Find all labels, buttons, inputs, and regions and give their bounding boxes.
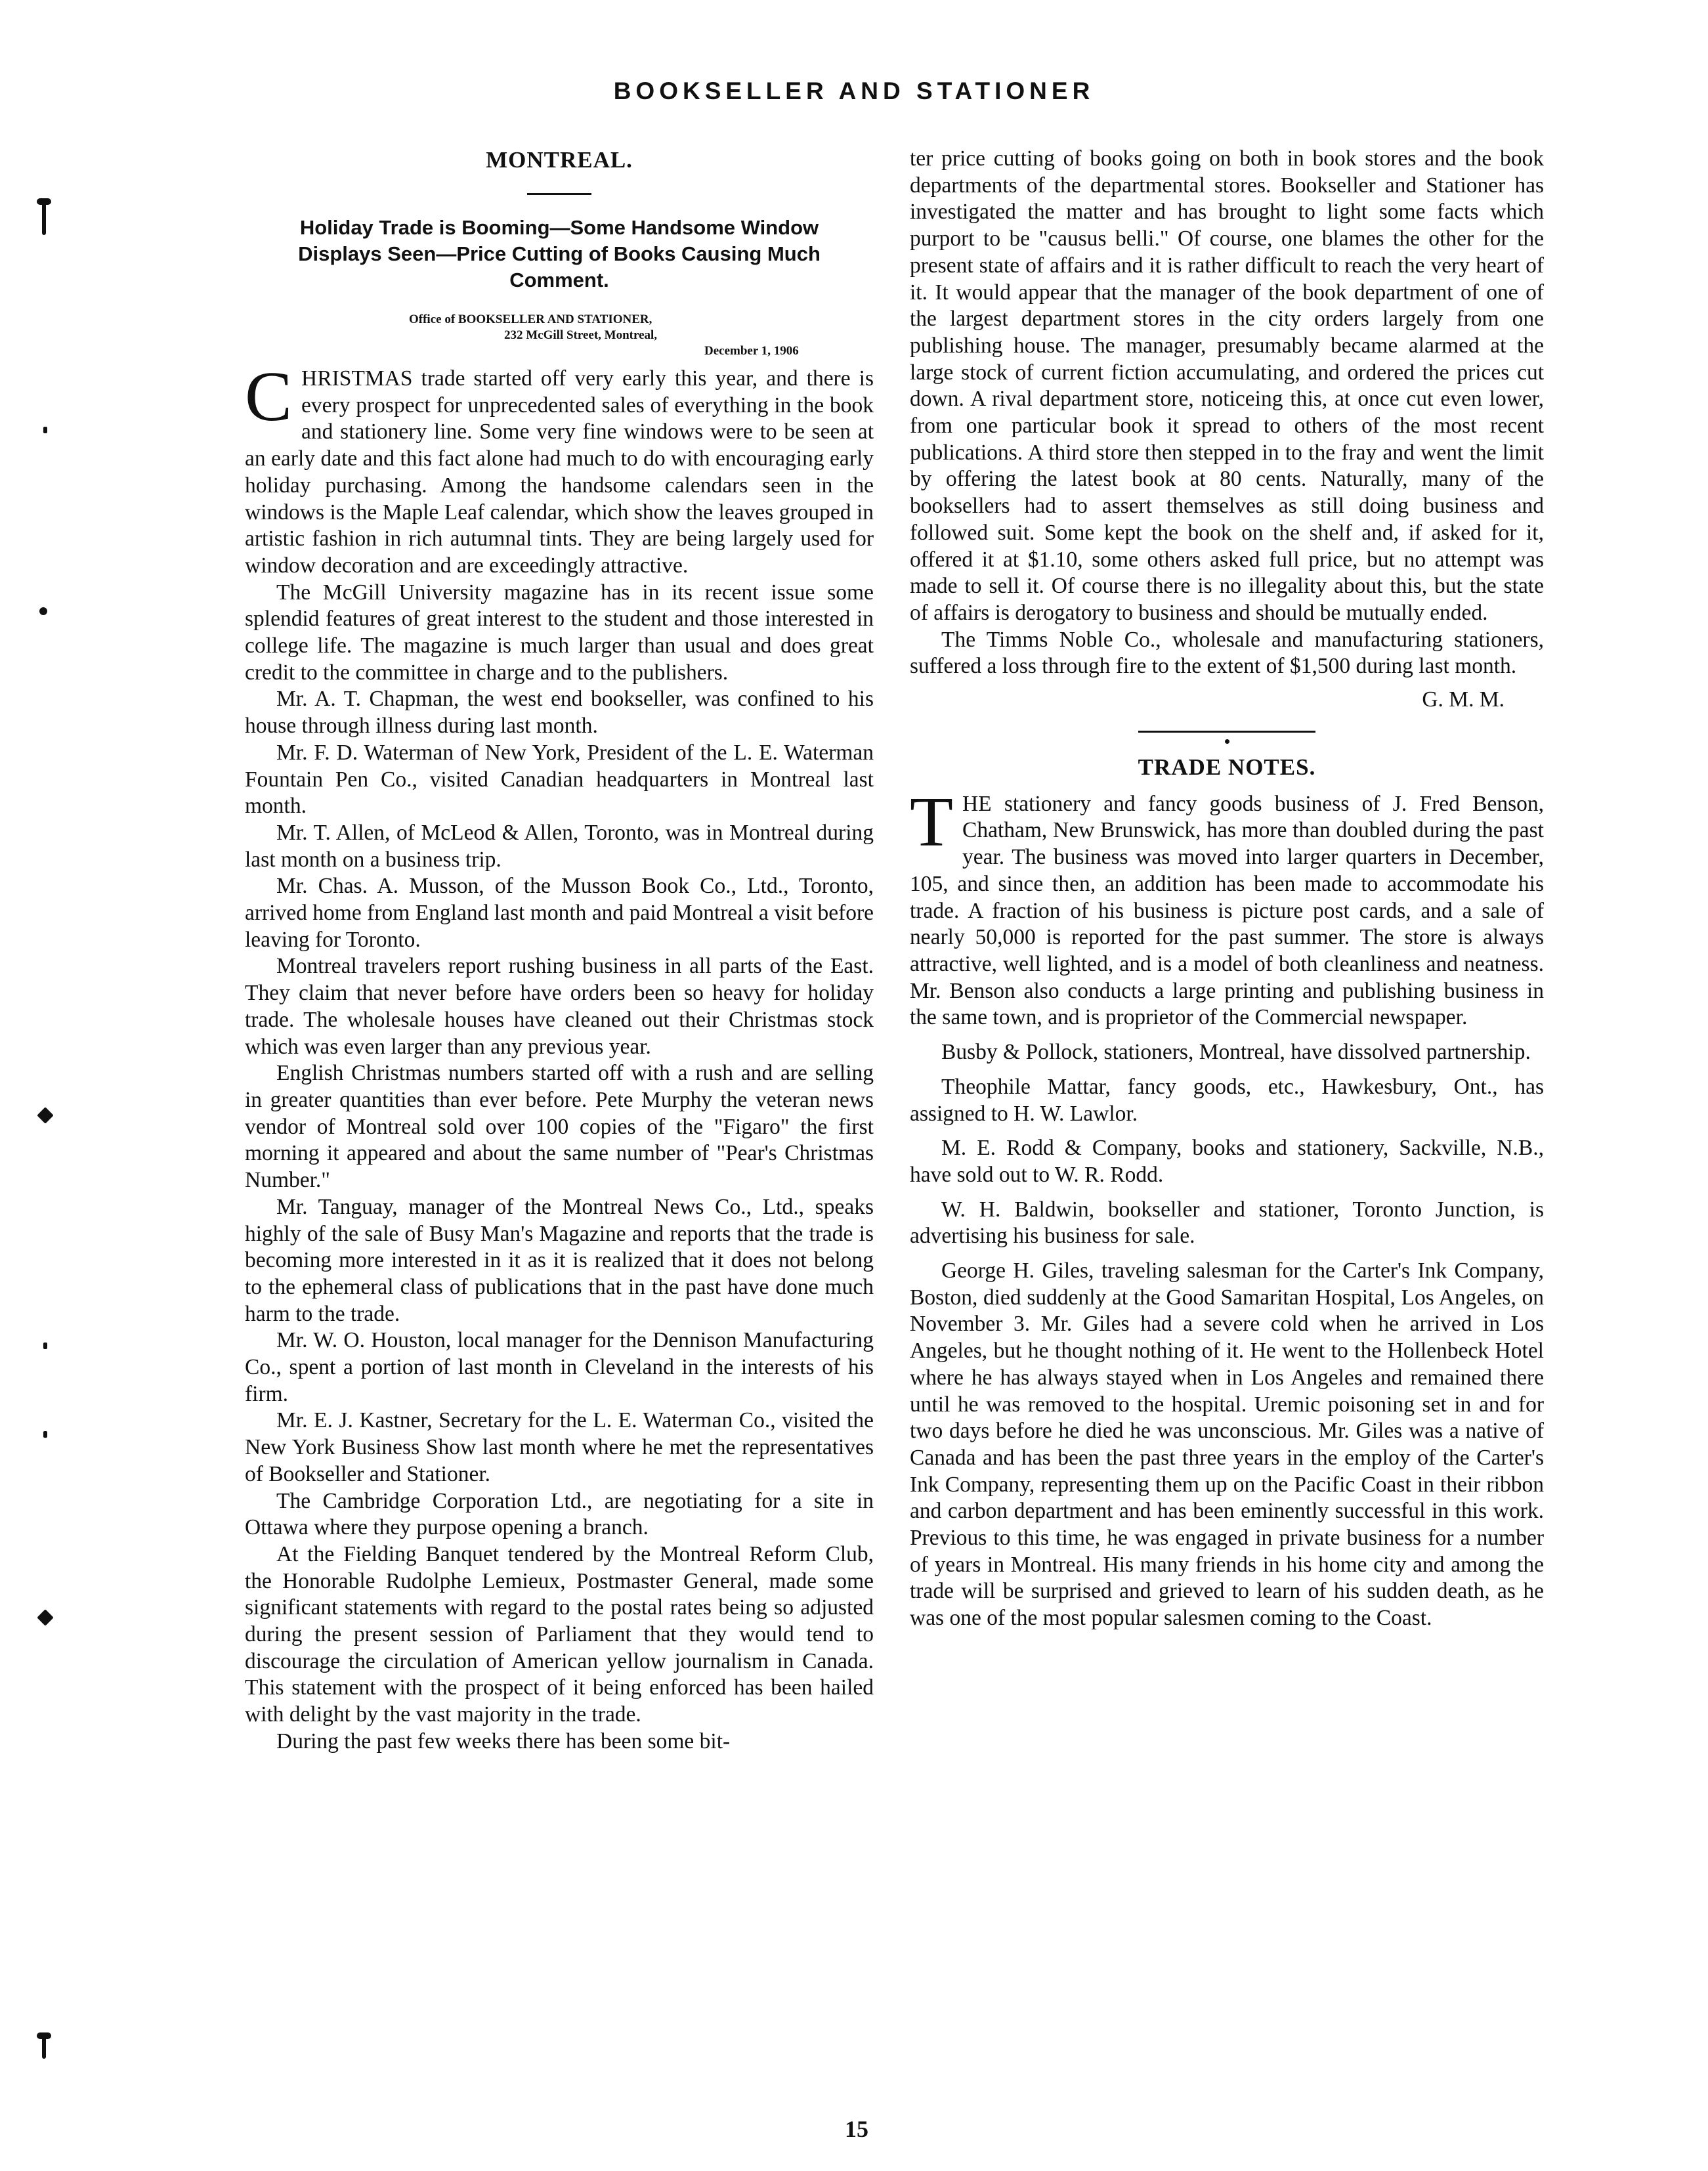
page-number: 15: [845, 2116, 868, 2142]
trade-note-paragraph: Theophile Mattar, fancy goods, etc., Hawkesbury, Ont., has assigned to H. W. Lawlor.: [910, 1074, 1544, 1126]
binding-dot-icon: [43, 1431, 47, 1438]
dateline-office: Office of BOOKSELLER AND STATIONER,: [409, 312, 652, 326]
dateline-date: December 1, 1906: [704, 344, 799, 358]
divider-dot-icon: [1225, 739, 1229, 744]
montreal-paragraph: Mr. T. Allen, of McLeod & Allen, Toronto, was in Montreal during last month on a business trip.: [245, 820, 874, 872]
montreal-paragraph: Mr. W. O. Houston, local manager for the Dennison Manufacturing Co., spent a portion of last month in Cleveland in the interests of his firm.: [245, 1328, 874, 1406]
dateline-address: 232 McGill Street, Montreal,: [504, 328, 658, 342]
montreal-paragraph: English Christmas numbers started off with a rush and are selling in greater quantities than ever before. Pete Murphy the veteran news vendor of Montreal sold over 100 copies of the "Figaro" the first morning it appeared and about the same number of "Pear's Christmas Number.": [245, 1061, 874, 1193]
montreal-paragraph: Mr. E. J. Kastner, Secretary for the L. E. Waterman Co., visited the New York Business Show last month where he met the representatives of Bookseller and Stationer.: [245, 1408, 874, 1486]
trade-notes-title: TRADE NOTES.: [1138, 754, 1316, 780]
running-head: BOOKSELLER AND STATIONER: [613, 77, 1095, 104]
montreal-paragraph: At the Fielding Banquet tendered by the Montreal Reform Club, the Honorable Rudolphe Lemieux, Postmaster General, made some significant statements with regard to the postal rates being so adjusted during the present session of Parliament that they would tend to discourage the circulation of American yellow journalism in Canada. This statement with the prospect of it being enforced has been hailed with delight by the vast majority in the trade.: [245, 1541, 874, 1727]
left-column: [245, 146, 874, 1755]
binding-hole-icon: [39, 607, 47, 615]
montreal-subhead: Holiday Trade is Booming—Some Handsome Window Displays Seen—Price Cutting of Books Causing Much Comment.: [298, 216, 821, 291]
drop-cap: C: [245, 358, 293, 436]
binding-diamond-icon: [37, 1609, 53, 1625]
author-signature: G. M. M.: [1422, 687, 1505, 712]
montreal-paragraph: Mr. A. T. Chapman, the west end bookseller, was confined to his house through illness during last month.: [245, 687, 874, 739]
trade-note-paragraph: W. H. Baldwin, bookseller and stationer, Toronto Junction, is advertising his business for sale.: [910, 1197, 1544, 1249]
montreal-paragraph: Mr. Tanguay, manager of the Montreal News Co., Ltd., speaks highly of the sale of Busy Man's Magazine and reports that the trade is becoming more interested in it as it is realized that it does not belong to the ephemeral class of publications that in the past have done much harm to the trade.: [245, 1194, 874, 1326]
montreal-paragraph: CHRISTMAS trade started off very early this year, and there is every prospect for unprecedented sales of everything in the book and stationery line. Some very fine windows were to be seen at an early date and this fact alone had much to do with encouraging early holiday purchasing. Among the handsome calendars seen in the windows is the Maple Leaf calendar, which show the leaves grouped in artistic fashion in rich autumnal tints. They are being largely used for window decoration and are exceedingly attractive.: [245, 358, 874, 578]
binding-dot-icon: [43, 1343, 47, 1349]
montreal-paragraph: The Timms Noble Co., wholesale and manufacturing stationers, suffered a loss through fire to the extent of $1,500 during last month.: [910, 627, 1544, 679]
binding-margin: [26, 184, 66, 2088]
binding-dot-icon: [43, 427, 47, 433]
trade-note-paragraph: George H. Giles, traveling salesman for the Carter's Ink Company, Boston, died suddenly at the Good Samaritan Hospital, Los Angeles, on November 3. Mr. Giles had a severe cold when he arrived in Los Angeles, but he thought nothing of it. He went to the Hollenbeck Hotel where he has always stayed when in Los Angeles and remained there until he was removed to the hospital. Uremic poisoning set in and for two days before he died he was unconscious. Mr. Giles was a native of Canada and has been the past three years in the employ of the Carter's Ink Company, representing them up on the Pacific Coast in their ribbon and carbon department and has been eminently successful in this work. Previous to this time, he was engaged in private business for a number of years in Montreal. His many friends in his home city and among the trade will be surprised and grieved to learn of his sudden death, as he was one of the most popular salesmen coming to the Coast.: [910, 1258, 1544, 1631]
montreal-paragraph: During the past few weeks there has been some bit-: [276, 1729, 731, 1753]
right-column: [910, 146, 1544, 1632]
montreal-title: MONTREAL.: [486, 147, 633, 173]
binding-diamond-icon: [37, 1107, 53, 1123]
trade-note-paragraph: Busby & Pollock, stationers, Montreal, have dissolved partnership.: [941, 1040, 1531, 1065]
montreal-paragraph: The McGill University magazine has in its recent issue some splendid features of great interest to the student and those interested in college life. The magazine is much larger than usual and does great credit to the committee in charge and to the publishers.: [245, 580, 874, 685]
title-rule: [527, 193, 591, 195]
dateline: [245, 312, 874, 359]
binding-pin-icon: [42, 201, 46, 235]
binding-pin-icon: [42, 2035, 46, 2059]
montreal-paragraph: Mr. F. D. Waterman of New York, President of the L. E. Waterman Fountain Pen Co., visited Canadian headquarters in Montreal last month.: [245, 740, 874, 819]
trade-note-paragraph: THE stationery and fancy goods business of J. Fred Benson, Chatham, New Brunswick, has more than doubled during the past year. The business was moved into larger quarters in December, 105, and since then, an addition has been made to accommodate his trade. A fraction of his business is picture post cards, and a sale of nearly 50,000 is reported for the past summer. The store is always attractive, well lighted, and is a model of both cleanliness and neatness. Mr. Benson also conducts a large printing and publishing business in the same town, and is proprietor of the Commercial newspaper.: [910, 783, 1544, 1030]
montreal-paragraph: Mr. Chas. A. Musson, of the Musson Book Co., Ltd., Toronto, arrived home from England last month and paid Montreal a visit before leaving for Toronto.: [245, 874, 874, 952]
montreal-paragraph: Montreal travelers report rushing business in all parts of the East. They claim that never before have orders been so heavy for holiday trade. The wholesale houses have cleaned out their Christmas stock which was even larger than any previous year.: [245, 954, 874, 1059]
section-divider: [1138, 731, 1315, 733]
drop-cap: T: [910, 783, 953, 861]
montreal-paragraph: The Cambridge Corporation Ltd., are negotiating for a site in Ottawa where they purpose opening a branch.: [245, 1488, 874, 1540]
montreal-continuation: ter price cutting of books going on both in book stores and the book departments of the departmental stores. Bookseller and Stationer has investigated the matter and has brought to light some facts which purport to be "causus belli." Of course, one blames the other for the present state of affairs and it is rather difficult to reach the very heart of it. It would appear that the manager of the book department of one of the largest department stores in the city orders largely from one publishing house. The manager, presumably became alarmed at the large stock of current fiction accumulating, and ordered the prices cut down. A rival department store, noticeing this, at once cut even lower, from one particular book it spread to others of the most recent publications. A third store then stepped in to the fray and went the limit by offering the latest book at 80 cents. Naturally, many of the booksellers had to assert themselves as still doing business and followed suit. Some kept the book on the shelf and, if asked for it, offered it at $1.10, some others asked full price, but no attempt was made to sell it. Of course there is no illegality about this, but the state of affairs is derogatory to business and should be mutually ended.: [910, 146, 1544, 625]
trade-note-paragraph: M. E. Rodd & Company, books and stationery, Sackville, N.B., have sold out to W. R. Rodd.: [910, 1136, 1544, 1187]
